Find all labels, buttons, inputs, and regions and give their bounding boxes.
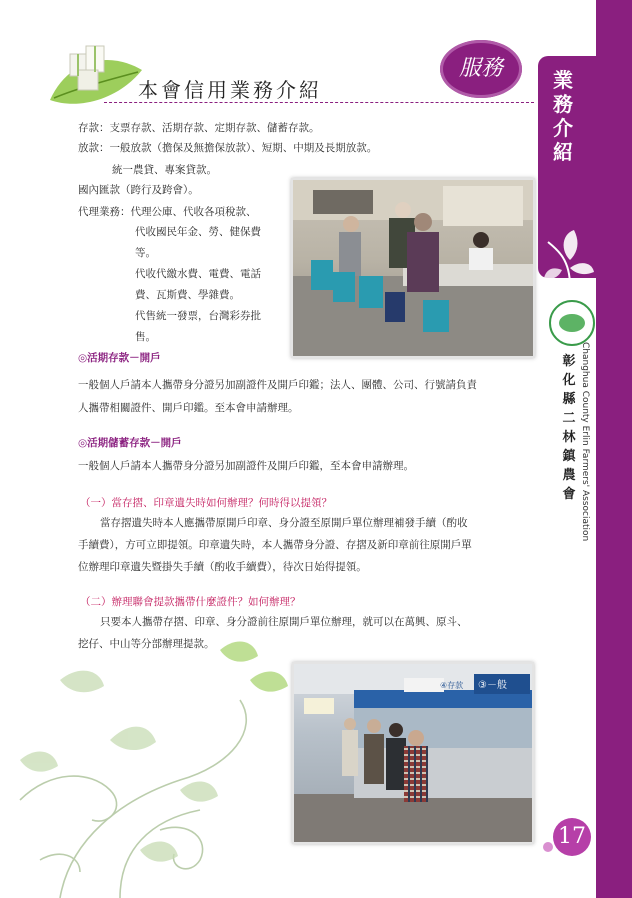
faq-answer: 手續費），方可立即提領。印章遺失時，本人攜帶身分證、存摺及新印章前往原開戶單 bbox=[78, 539, 472, 551]
section-text: 人攜帶相關證件、開戶印鑑。至本會申請辦理。 bbox=[78, 402, 299, 414]
counter-sign: ③－般 bbox=[478, 680, 507, 691]
association-name-cn: 彰化縣二林鎮農會 bbox=[562, 354, 576, 502]
association-name-en-wrap bbox=[578, 342, 592, 542]
faq-question: （一）當存摺、印章遺失時如何辦理？何時得以提領？ bbox=[80, 497, 332, 509]
service-line: 存款：支票存款、活期存款、定期存款、儲蓄存款。 bbox=[78, 122, 320, 134]
association-name-en: Changhua County Erlin Farmers' Association bbox=[580, 342, 590, 542]
title-divider bbox=[104, 102, 534, 103]
section-tab-title: 業務介紹 bbox=[553, 68, 573, 164]
bank-counter-photo bbox=[291, 178, 535, 358]
service-line: 等。 bbox=[135, 247, 156, 259]
counter-sign: ④存款 bbox=[440, 681, 464, 690]
service-line: 代理業務：代理公庫、代收各項稅款、 bbox=[78, 206, 257, 218]
section-text: 一般個人戶請本人攜帶身分證另加副證件及開戶印鑑；法人、團體、公司、行號請負責 bbox=[78, 379, 477, 391]
service-line: 費、瓦斯費、學雜費。 bbox=[135, 289, 240, 301]
service-line: 售。 bbox=[135, 331, 156, 343]
faq-question: （二）辦理聯會提款攜帶什麼證件？如何辦理？ bbox=[80, 596, 301, 608]
section-text: 一般個人戶請本人攜帶身分證另加副證件及開戶印鑑，至本會申請辦理。 bbox=[78, 460, 414, 472]
service-line: 統一農貸、專案貸款。 bbox=[112, 164, 217, 176]
service-line: 國內匯款（跨行及跨會）。 bbox=[78, 184, 199, 196]
page-number-dot bbox=[543, 842, 553, 852]
service-line: 代收國民年金、勞、健保費 bbox=[135, 226, 261, 238]
flower-ornament-icon bbox=[540, 220, 596, 290]
gift-boxes-leaf-icon bbox=[48, 40, 144, 108]
service-hall-photo bbox=[292, 662, 534, 844]
service-badge: 服務 bbox=[440, 40, 522, 98]
page-number: 17 bbox=[553, 818, 591, 856]
side-band bbox=[596, 0, 632, 898]
section-heading: ◎活期儲蓄存款－開戶 bbox=[78, 437, 182, 449]
logo-emblem-icon bbox=[559, 314, 585, 332]
service-line: 代售統一發票，台灣彩券批 bbox=[135, 310, 261, 322]
vine-decoration-icon bbox=[0, 620, 300, 898]
faq-answer: 只要本人攜帶存摺、印章、身分證前往原開戶單位辦理，就可以在萬興、原斗、 bbox=[100, 616, 468, 628]
service-line: 放款：一般放款（擔保及無擔保放款）、短期、中期及長期放款。 bbox=[78, 142, 378, 154]
faq-answer: 挖仔、中山等分部辦理提款。 bbox=[78, 638, 215, 650]
page-title: 本會信用業務介紹 bbox=[138, 78, 322, 102]
faq-answer: 位辦理印章遺失暨掛失手續（酌收手續費），待次日始得提領。 bbox=[78, 561, 367, 573]
faq-answer: 當存摺遺失時本人應攜帶原開戶印章、身分證至原開戶單位辦理補發手續（酌收 bbox=[100, 517, 468, 529]
association-logo bbox=[549, 300, 595, 346]
section-heading: ◎活期存款－開戶 bbox=[78, 352, 161, 364]
service-line: 代收代繳水費、電費、電話 bbox=[135, 268, 261, 280]
